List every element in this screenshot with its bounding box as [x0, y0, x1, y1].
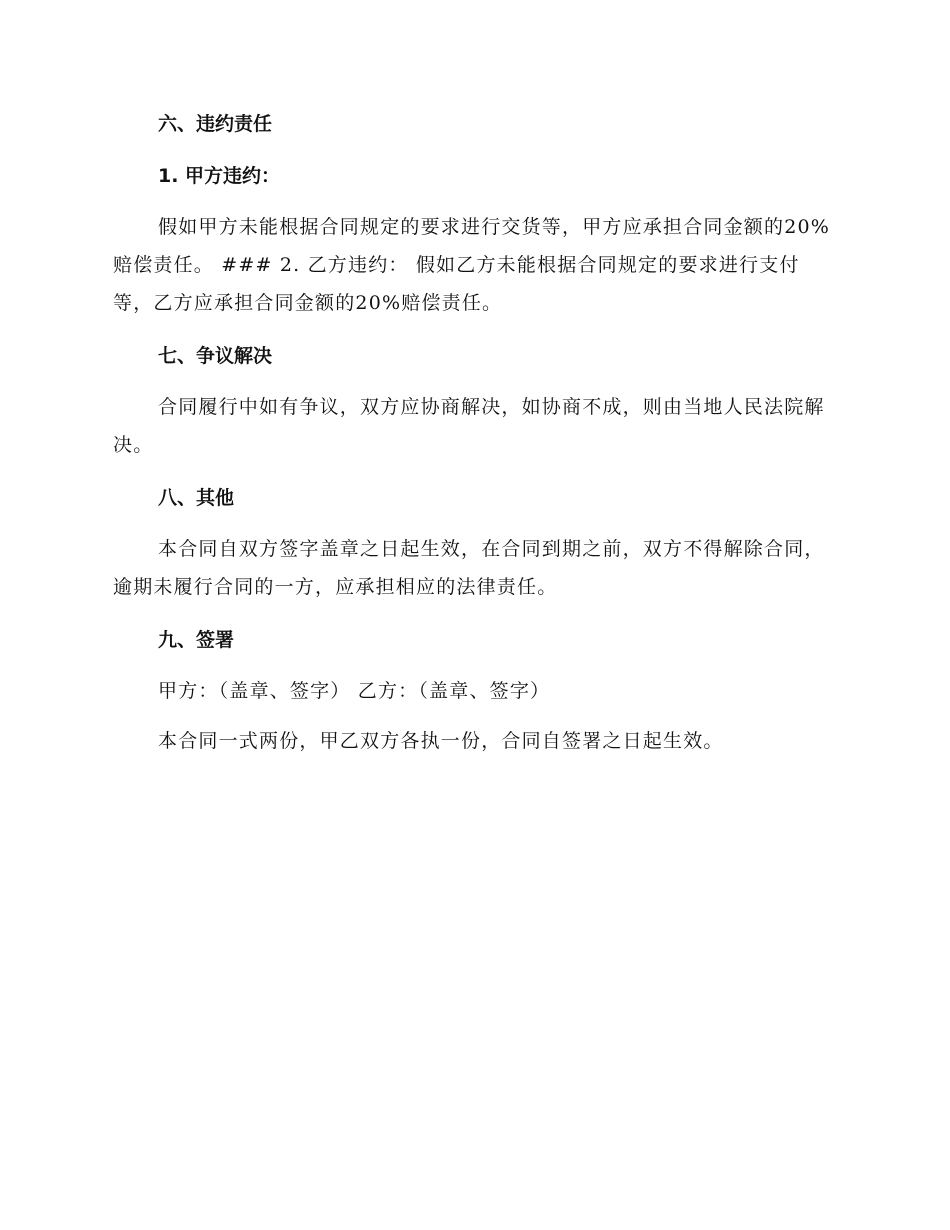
paragraph-copies-clause: 本合同一式两份，甲乙双方各执一份，合同自签署之日起生效。: [158, 730, 724, 752]
paragraph-signature-line: 甲方：（盖章、签字） 乙方：（盖章、签字）: [158, 680, 551, 702]
paragraph-dispute-resolution: 合同履行中如有争议，双方应协商解决，如协商不成，则由当地人民法院解决。: [113, 396, 825, 456]
subheading-party-a-breach: 1. 甲方违约：: [158, 165, 281, 187]
paragraph-breach-liability: 假如甲方未能根据合同规定的要求进行交货等，甲方应承担合同金额的20%赔偿责任。 ### 2. 乙方违约： 假如乙方未能根据合同规定的要求进行支付等，乙方应承担合同金额的20%赔偿责任。: [113, 216, 831, 314]
document-content: [113, 104, 833, 760]
section-heading-other: 八、其他: [158, 487, 235, 509]
paragraph-other-terms: 本合同自双方签字盖章之日起生效，在合同到期之前，双方不得解除合同，逾期未履行合同的一方，应承担相应的法律责任。: [113, 538, 825, 598]
section-heading-signing: 九、签署: [158, 629, 235, 651]
section-heading-breach: 六、违约责任: [158, 113, 273, 135]
section-heading-dispute: 七、争议解决: [158, 345, 273, 367]
